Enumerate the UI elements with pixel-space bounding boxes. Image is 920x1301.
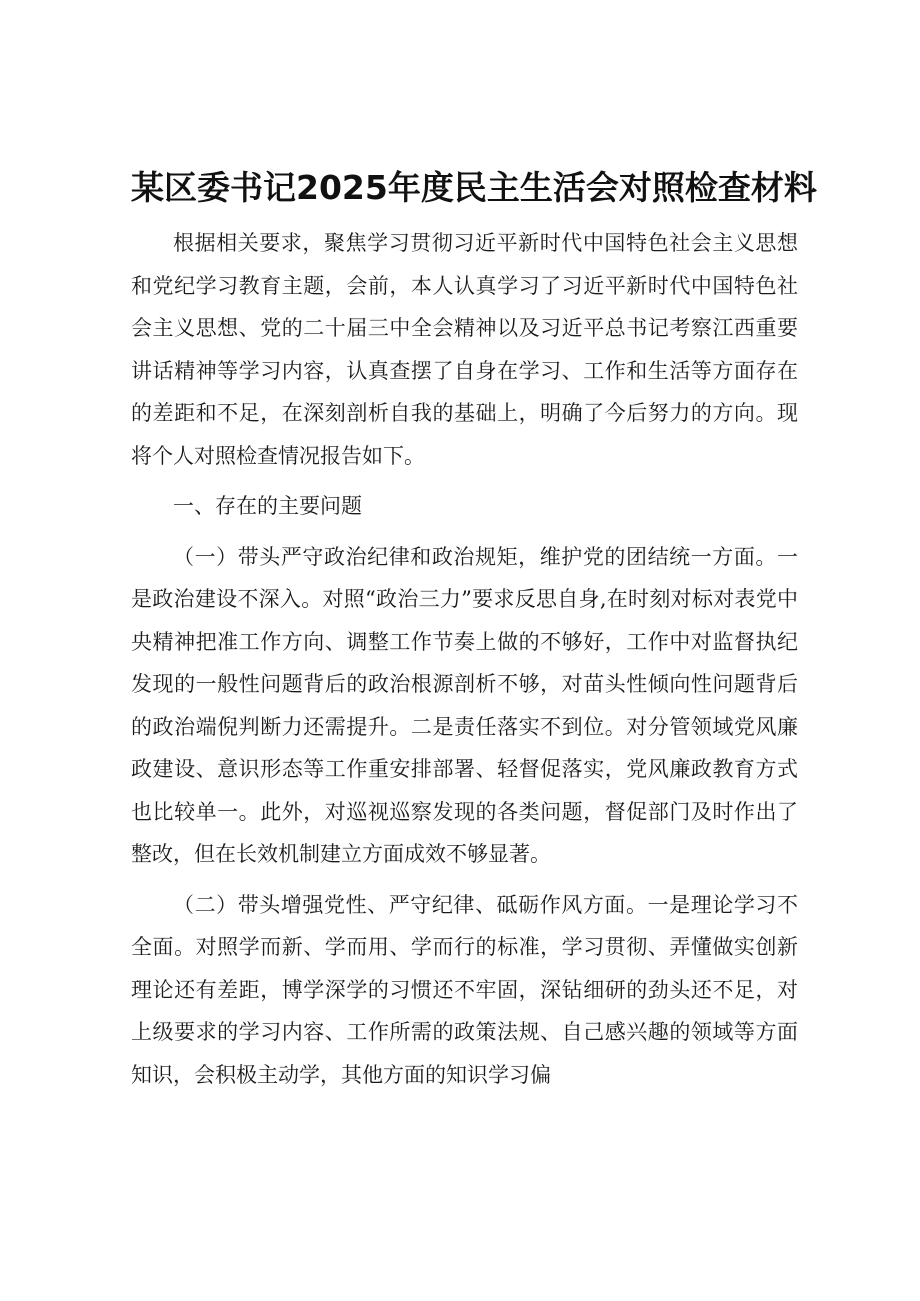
paragraph-political-discipline: （一）带头严守政治纪律和政治规矩，维护党的团结统一方面。一是政治建设不深入。对照“政治三力”要求反思自身,在时刻对标对表党中央精神把准工作方向、调整工作节奏上做的不够好，工作中对监督执纪发现的一般性问题背后的政治根源剖析不够，对苗头性倾向性问题背后的政治端倪判断力还需提升。二是责任落实不到位。对分管领域党风廉政建设、意识形态等工作重安排部署、轻督促落实，党风廉政教育方式也比较单一。此外，对巡视巡察发现的各类问题，督促部门及时作出了整改，但在长效机制建立方面成效不够显著。 <box>131 544 798 866</box>
intro-paragraph: 根据相关要求，聚焦学习贯彻习近平新时代中国特色社会主义思想和党纪学习教育主题，会前，本人认真学习了习近平新时代中国特色社会主义思想、党的二十届三中全会精神以及习近平总书记考察江西重要讲话精神等学习内容，认真查摆了自身在学习、工作和生活等方面存在的差距和不足，在深刻剖析自我的基础上，明确了今后努力的方向。现将个人对照检查情况报告如下。 <box>131 231 798 468</box>
document-body <box>131 222 798 1104</box>
paragraph-party-spirit: （二）带头增强党性、严守纪律、砥砺作风方面。一是理论学习不全面。对照学而新、学而用、学而行的标准，学习贯彻、弄懂做实创新理论还有差距，博学深学的习惯还不牢固，深钻细研的劲头还不足，对上级要求的学习内容、工作所需的政策法规、自己感兴趣的领域等方面知识，会积极主动学，其他方面的知识学习偏 <box>131 892 798 1087</box>
section-heading-problems: 一、存在的主要问题 <box>173 494 362 518</box>
document-title: 某区委书记2025年度民主生活会对照检查材料 <box>131 168 817 207</box>
